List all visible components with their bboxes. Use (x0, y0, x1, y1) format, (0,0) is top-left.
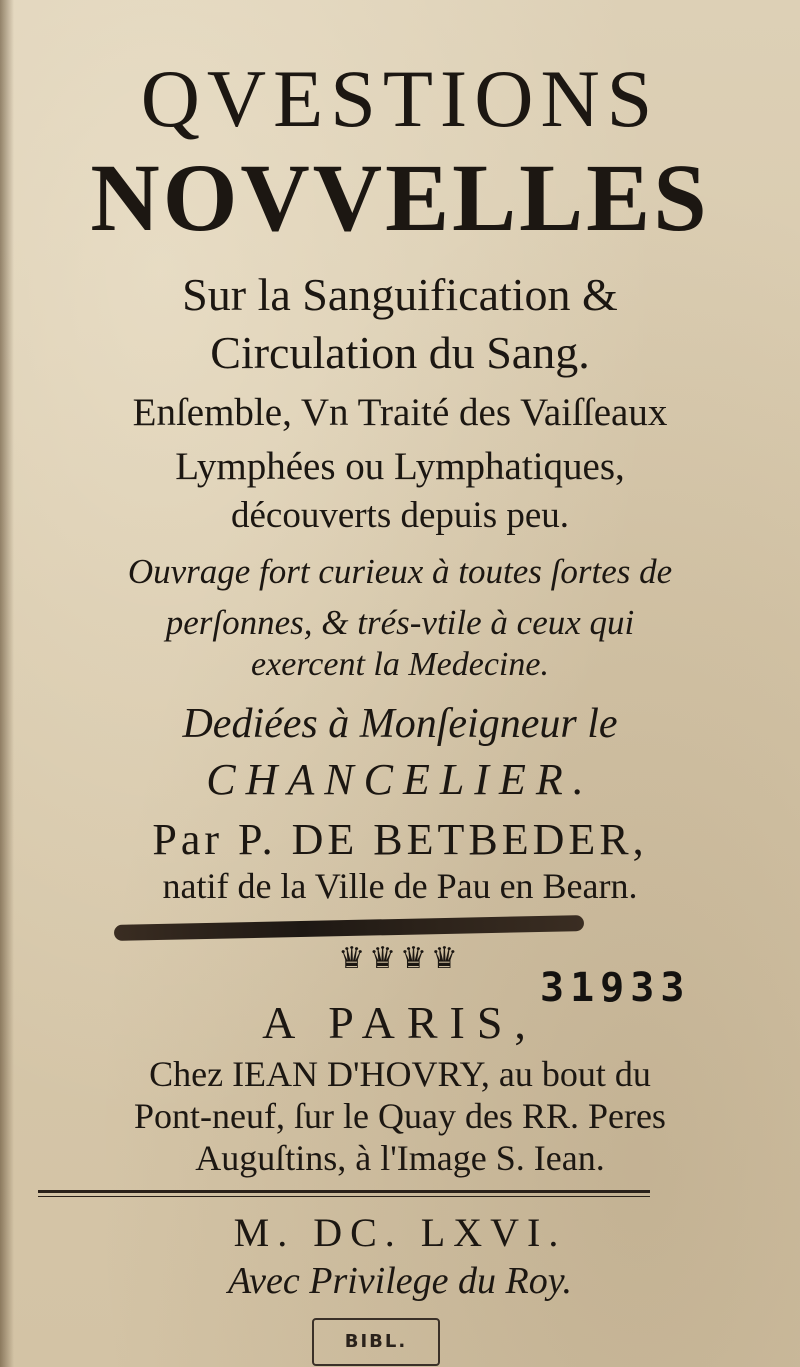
imprint-line-3: Auguſtins, à l'Image S. Iean. (195, 1138, 605, 1178)
privilege-line: Avec Privilege du Roy. (228, 1260, 572, 1302)
subtitle-line-5: découverts depuis peu. (230, 495, 570, 536)
author-line-1: Par P. DE BETBEDER, (152, 815, 648, 864)
dedication-line-2: CHANCELIER. (206, 755, 594, 804)
subtitle-line-3: Enſemble, Vn Traité des Vaiſſeaux (132, 391, 668, 434)
library-stamp: BIBL. (312, 1318, 440, 1366)
italic-line-2: perſonnes, & trés-vtile à ceux qui (165, 603, 635, 642)
crowns-ornament: ♛♛♛♛ (338, 942, 462, 975)
imprint-line-1: Chez IEAN D'HOVRY, au bout du (149, 1054, 651, 1094)
title-line-1: QVESTIONS (140, 53, 660, 144)
subtitle-line-1: Sur la Sanguification & (182, 269, 618, 320)
double-rule-bottom (38, 1196, 650, 1197)
italic-line-1: Ouvrage fort curieux à toutes ſortes de (127, 552, 673, 591)
imprint-city: A PARIS, (262, 997, 538, 1048)
title-line-2: NOVVELLES (90, 144, 710, 251)
subtitle-line-4: Lymphées ou Lymphatiques, (175, 445, 625, 488)
publication-date: M. DC. LXVI. (233, 1210, 567, 1255)
italic-line-3: exercent la Medecine. (251, 646, 549, 683)
imprint-line-2: Pont-neuf, ſur le Quay des RR. Peres (134, 1096, 666, 1136)
subtitle-line-2: Circulation du Sang. (210, 327, 590, 378)
library-number-stamp: 31933 (540, 965, 691, 1011)
double-rule-top (38, 1190, 650, 1193)
author-line-2: natif de la Ville de Pau en Bearn. (162, 866, 638, 906)
ink-blot-rule (114, 915, 584, 941)
dedication-line-1: Dediées à Monſeigneur le (182, 701, 618, 747)
